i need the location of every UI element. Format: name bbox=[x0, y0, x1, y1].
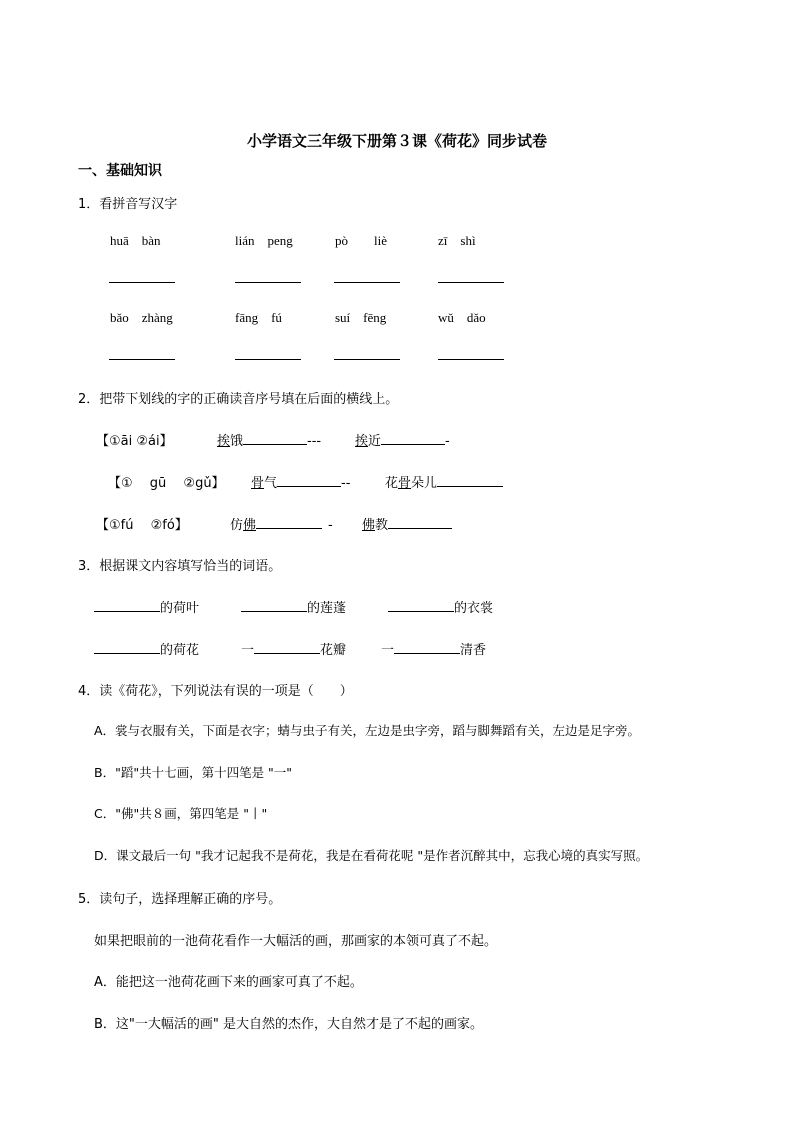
answer-blank[interactable] bbox=[109, 359, 175, 360]
reading-options-3: 【①fú ②fó】 bbox=[96, 518, 188, 533]
underlined-char: 挨 bbox=[217, 434, 231, 449]
choice-a[interactable]: A．能把这一池荷花画下来的画家可真了不起。 bbox=[94, 975, 363, 990]
pinyin-1-2: lián peng bbox=[235, 233, 293, 248]
answer-blank[interactable] bbox=[94, 598, 160, 612]
answer-blank[interactable] bbox=[94, 640, 160, 654]
separator: - bbox=[328, 518, 333, 533]
answer-blank[interactable] bbox=[235, 282, 301, 283]
section-heading: 一、基础知识 bbox=[78, 163, 162, 179]
word-rest: 气 bbox=[264, 476, 278, 491]
choice-c[interactable]: C．"佛"共８画，第四笔是 "丨" bbox=[94, 806, 268, 821]
fill-suffix: 的荷花 bbox=[160, 643, 200, 658]
fill-item bbox=[94, 639, 199, 658]
fill-suffix: 的衣裳 bbox=[454, 601, 494, 616]
fill-item bbox=[241, 597, 346, 616]
word-item bbox=[362, 514, 452, 533]
answer-blank[interactable] bbox=[254, 640, 320, 654]
fill-prefix: 一 bbox=[381, 643, 395, 658]
fill-item bbox=[94, 597, 199, 616]
answer-blank[interactable] bbox=[394, 640, 460, 654]
question-4-stem: 4．读《荷花》，下列说法有误的一项是（ ） bbox=[78, 684, 353, 699]
choice-a[interactable]: A．裳与衣服有关，下面是衣字；蜻与虫子有关，左边是虫字旁，蹈与脚舞蹈有关，左边是足字旁。 bbox=[94, 723, 641, 738]
word-item bbox=[355, 430, 450, 449]
answer-blank[interactable] bbox=[438, 359, 504, 360]
separator: --- bbox=[307, 434, 322, 449]
fill-item bbox=[381, 639, 486, 658]
choice-d[interactable]: D．课文最后一句 "我才记起我不是荷花，我是在看荷花呢 "是作者沉醉其中，忘我心境的真实写照。 bbox=[94, 848, 649, 863]
word-rest: 近 bbox=[368, 434, 382, 449]
reading-options-2: 【① gū ②gǔ】 bbox=[108, 476, 225, 491]
quoted-sentence: 如果把眼前的一池荷花看作一大幅活的画，那画家的本领可真了不起。 bbox=[94, 934, 498, 949]
choice-b[interactable]: B．这"一大幅活的画" 是大自然的杰作，大自然才是了不起的画家。 bbox=[94, 1017, 484, 1032]
fill-suffix: 的莲蓬 bbox=[307, 601, 347, 616]
answer-blank[interactable] bbox=[256, 515, 322, 529]
underlined-char: 骨 bbox=[398, 476, 412, 491]
pinyin-2-2: fāng fú bbox=[235, 310, 282, 325]
word-item bbox=[251, 472, 350, 491]
answer-blank[interactable] bbox=[235, 359, 301, 360]
separator: -- bbox=[341, 476, 351, 491]
reading-options-1: 【①āi ②ái】 bbox=[96, 434, 173, 449]
answer-blank[interactable] bbox=[334, 282, 400, 283]
answer-blank[interactable] bbox=[437, 473, 503, 487]
separator: - bbox=[445, 434, 450, 449]
word-prefix: 花 bbox=[385, 476, 399, 491]
question-1-stem: 1．看拼音写汉字 bbox=[78, 197, 178, 212]
underlined-char: 挨 bbox=[355, 434, 369, 449]
word-prefix: 仿 bbox=[230, 518, 244, 533]
question-5-stem: 5．读句子，选择理解正确的序号。 bbox=[78, 892, 282, 907]
pinyin-2-4: wǔ dǎo bbox=[438, 310, 486, 325]
underlined-char: 骨 bbox=[251, 476, 265, 491]
word-item bbox=[217, 430, 321, 449]
question-3-stem: 3．根据课文内容填写恰当的词语。 bbox=[78, 559, 282, 574]
answer-blank[interactable] bbox=[388, 515, 452, 529]
pinyin-1-4: zī shì bbox=[438, 233, 476, 248]
underlined-char: 佛 bbox=[243, 518, 257, 533]
answer-blank[interactable] bbox=[243, 431, 307, 445]
fill-suffix: 的荷叶 bbox=[160, 601, 200, 616]
answer-blank[interactable] bbox=[388, 598, 454, 612]
pinyin-2-3: suí fēng bbox=[335, 310, 387, 325]
answer-blank[interactable] bbox=[438, 282, 504, 283]
fill-suffix: 清香 bbox=[460, 643, 487, 658]
pinyin-1-1: huā bàn bbox=[110, 233, 161, 248]
word-rest: 朵儿 bbox=[411, 476, 438, 491]
answer-blank[interactable] bbox=[241, 598, 307, 612]
underlined-char: 佛 bbox=[362, 518, 376, 533]
answer-blank[interactable] bbox=[109, 282, 175, 283]
answer-blank[interactable] bbox=[277, 473, 341, 487]
fill-item bbox=[241, 639, 346, 658]
word-rest: 教 bbox=[375, 518, 389, 533]
question-2-stem: 2．把带下划线的字的正确读音序号填在后面的横线上。 bbox=[78, 392, 399, 407]
fill-item bbox=[388, 597, 493, 616]
pinyin-1-3: pò liè bbox=[335, 233, 387, 248]
word-rest: 饿 bbox=[230, 434, 244, 449]
answer-blank[interactable] bbox=[334, 359, 400, 360]
word-item bbox=[385, 472, 503, 491]
pinyin-2-1: bǎo zhàng bbox=[110, 310, 173, 325]
word-item bbox=[230, 514, 333, 533]
page-title: 小学语文三年级下册第３课《荷花》同步试卷 bbox=[246, 132, 547, 150]
answer-blank[interactable] bbox=[381, 431, 445, 445]
fill-suffix: 花瓣 bbox=[320, 643, 347, 658]
fill-prefix: 一 bbox=[241, 643, 255, 658]
choice-b[interactable]: B．"蹈"共十七画，第十四笔是 "一" bbox=[94, 765, 293, 780]
